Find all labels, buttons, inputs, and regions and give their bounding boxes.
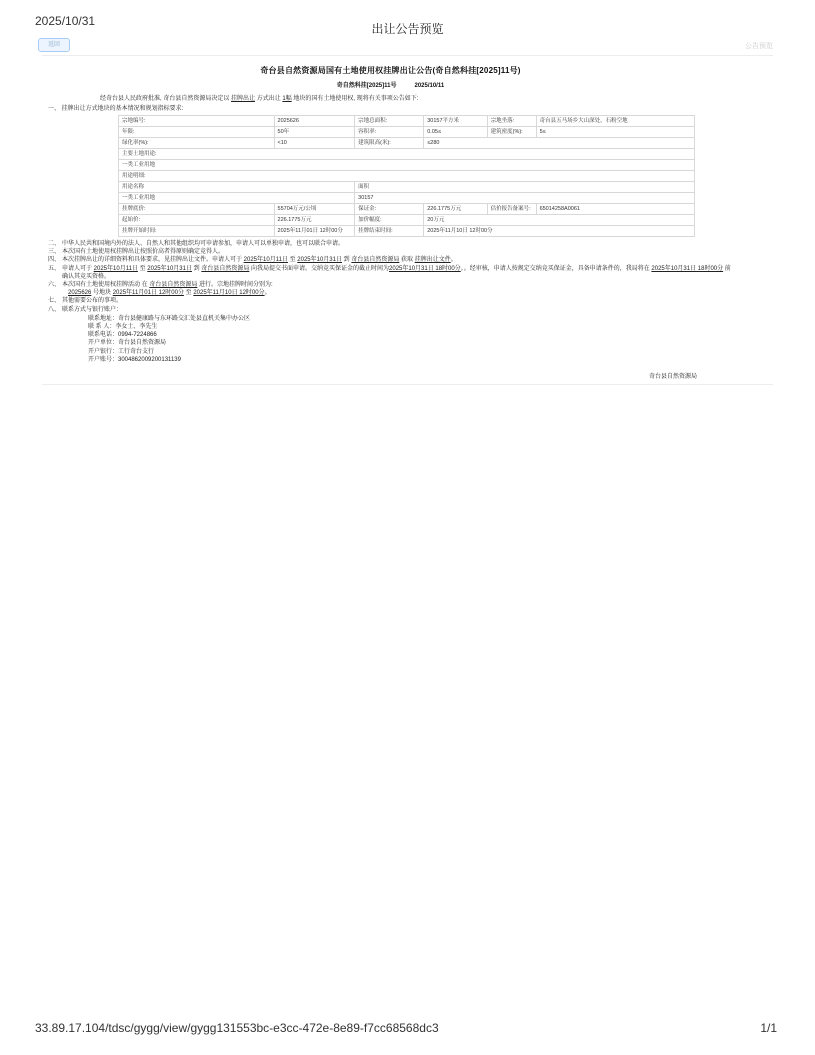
table-row [119, 226, 695, 237]
doc-link[interactable]: 2025年11月10日 12时00分 [193, 290, 265, 297]
doc-text: 联系方式与银行账户： [62, 306, 123, 313]
land-table [118, 115, 695, 237]
table-cell: 宗地编号: [119, 116, 275, 127]
doc-text: 中华人民共和国境内外的法人、自然人和其他组织均可申请参加，申请人可以单独申请，也可以联合申请。 [62, 241, 345, 247]
table-cell: 容积率: [355, 127, 424, 138]
table-row [119, 182, 695, 193]
doc-text: 。 [450, 257, 457, 264]
table-cell: 挂牌结束时间: [355, 226, 424, 237]
table-cell: 30157 [355, 193, 695, 204]
doc-link[interactable]: 奇台县自然资源局 [351, 257, 400, 264]
preview-tab-label: 公告预览 [745, 43, 773, 50]
document-date: 2025/10/11 [414, 83, 445, 89]
doc-text: 向我局提交书面申请。交纳竞买保证金的截止时间为 [249, 265, 390, 272]
contact-block [48, 315, 733, 364]
table-cell: 建筑密度(%): [487, 127, 536, 138]
announcement-item [48, 265, 733, 281]
contact-line: 联 系 人：李女士、李先生 [88, 324, 158, 331]
doc-text: 地块的国有土地使用权, 现将有关事项公告如下: [291, 96, 419, 102]
table-cell: 一类工业用地 [119, 160, 695, 171]
table-cell: 65014258A0061 [536, 204, 694, 215]
doc-text: 本次国有土地使用权挂牌活动 在 [62, 282, 150, 289]
table-cell: 2025626 [274, 116, 355, 127]
doc-text: 本次挂牌出让的详细资料和具体要求，见挂牌出让文件。申请人可于 [62, 257, 244, 264]
document-number: 奇自然科挂[2025]11号 [336, 83, 397, 89]
issuer-signature: 奇台县自然资源局 [648, 374, 697, 381]
item-number: 六、 [48, 282, 61, 289]
table-cell: 绿化率(%): [119, 138, 275, 149]
doc-link[interactable]: 2025年10月11日 [93, 265, 138, 272]
table-cell: 226.1775万元 [274, 215, 355, 226]
doc-link[interactable]: 1幅 [282, 96, 292, 102]
contact-line: 开户单位：奇台县自然资源局 [88, 340, 167, 347]
table-cell: 主要土地用途: [119, 149, 695, 160]
doc-text: 其他需要公布的事项。 [62, 298, 123, 305]
parcel-schedule-line [48, 289, 733, 297]
doc-text: 方式出让 [255, 96, 283, 102]
item-number: 二、 [48, 241, 61, 247]
doc-text: 到 [341, 257, 352, 264]
doc-link[interactable]: 2025年10月31日 [147, 265, 192, 272]
item-number: 八、 [48, 306, 61, 313]
doc-text: 进行。宗地挂牌时间分别为: [197, 282, 273, 289]
print-footer-url: 33.89.17.104/tdsc/gygg/view/gygg131553bc-e3cc-472e-8e89-f7cc68568dc3 [35, 1021, 439, 1035]
announcement-item [48, 306, 733, 314]
document-subtitle [48, 80, 733, 89]
table-row [119, 149, 695, 160]
document-title: 奇台县自然资源局国有土地使用权挂牌出让公告(奇自然科挂[2025]11号) [260, 66, 521, 75]
doc-link[interactable]: 挂牌出让 [231, 96, 256, 102]
doc-link[interactable]: 2025年10月31日 18时00分 [651, 265, 724, 272]
contact-line: 联系电话：0994-7224866 [88, 332, 157, 339]
doc-text: 到 [191, 265, 202, 272]
table-cell: 20万元 [424, 215, 695, 226]
announcement-card [42, 55, 773, 385]
doc-link[interactable]: 2025年11月01日 12时00分 [112, 290, 184, 297]
table-cell: 宗地坐落: [487, 116, 536, 127]
doc-link[interactable]: 奇台县自然资源局 [201, 265, 250, 272]
table-cell: 用途明细: [119, 171, 695, 182]
item-number: 三、 [48, 249, 61, 256]
table-cell: 2025年11月10日 12时00分 [424, 226, 695, 237]
intro-paragraph [48, 95, 733, 103]
section-1-heading: 一、 挂牌出让方式地块的基本情况和规划指标要求: [48, 106, 184, 112]
contact-line: 开户银行：工行奇台支行 [88, 348, 155, 355]
doc-link[interactable]: 奇台县自然资源局 [149, 282, 198, 289]
table-cell: 5≤ [536, 127, 694, 138]
table-cell: 估价报告备案号: [487, 204, 536, 215]
contact-line: 联系地址：奇台县健康路与东环路交汇处县直机关集中办公区 [88, 315, 251, 322]
table-cell: 面积 [355, 182, 695, 193]
table-cell: 0.05≤ [424, 127, 487, 138]
table-row [119, 138, 695, 149]
table-cell: 挂牌底价: [119, 204, 275, 215]
item-number: 四、 [48, 257, 61, 264]
table-cell: 挂牌开始时间: [119, 226, 275, 237]
table-cell: 2025年11月01日 12时00分 [274, 226, 355, 237]
print-header-date: 2025/10/31 [35, 14, 96, 28]
table-cell: 宗地总面积: [355, 116, 424, 127]
doc-text: 申请人可于 [62, 265, 94, 272]
doc-text: 经奇台县人民政府批准, 奇台县自然资源局决定以 [100, 96, 232, 102]
table-row [119, 160, 695, 171]
doc-text: 。。经审核，申请人按规定交纳竞买保证金，具备申请条件的，我局将在 [460, 265, 652, 272]
table-cell: 保证金: [355, 204, 424, 215]
doc-text: 。 [264, 290, 271, 297]
table-cell: 建筑限高(米): [355, 138, 424, 149]
announcement-item [48, 248, 733, 256]
back-button[interactable]: 返回 [38, 38, 70, 52]
item-number: 五、 [48, 265, 61, 272]
contact-line: 开户账号：3004862009200131139 [88, 356, 181, 363]
table-cell: 30157平方米 [424, 116, 487, 127]
doc-link[interactable]: 2025年10月31日 18时00分 [389, 265, 461, 272]
table-cell: 226.1775万元 [424, 204, 487, 215]
announcement-document [42, 56, 773, 384]
announcement-item [48, 240, 733, 248]
table-row [119, 171, 695, 182]
doc-link[interactable]: 2025626 [68, 290, 92, 297]
table-row [119, 127, 695, 138]
table-cell: 用途名称 [119, 182, 355, 193]
table-cell: 起始价: [119, 215, 275, 226]
table-cell: 50年 [274, 127, 355, 138]
table-cell: 奇台县五马场乡大山深处，石粉空地 [536, 116, 694, 127]
doc-text: 至 [287, 257, 298, 264]
doc-text: 前确认其竞买资格。 [62, 265, 731, 280]
announcement-item [48, 256, 733, 264]
doc-text: 至 [183, 290, 194, 297]
doc-text: 至 [137, 265, 148, 272]
table-cell: 年限: [119, 127, 275, 138]
announcement-item [48, 281, 733, 289]
announcement-items [48, 240, 733, 314]
doc-link[interactable]: 2025年10月11日 [243, 257, 288, 264]
table-row [119, 116, 695, 127]
table-cell: 55704万元/公顷 [274, 204, 355, 215]
table-row [119, 193, 695, 204]
doc-text: 获取 [399, 257, 415, 264]
print-header-title: 出让公告预览 [371, 22, 444, 36]
doc-text: 号地块 [91, 290, 113, 297]
doc-link[interactable]: 2025年10月31日 [297, 257, 342, 264]
print-footer-page-number: 1/1 [760, 1021, 777, 1035]
announcement-item [48, 297, 733, 305]
table-row [119, 204, 695, 215]
table-cell: 加价幅度: [355, 215, 424, 226]
table-cell: <10 [274, 138, 355, 149]
item-number: 七、 [48, 298, 61, 305]
table-row [119, 215, 695, 226]
table-cell: 一类工业用地 [119, 193, 355, 204]
doc-link[interactable]: 挂牌出让文件 [414, 257, 451, 264]
table-cell: ≤280 [424, 138, 695, 149]
doc-text: 本次国有土地使用权挂牌出让按照价高者得原则确定竞得人。 [62, 249, 225, 256]
